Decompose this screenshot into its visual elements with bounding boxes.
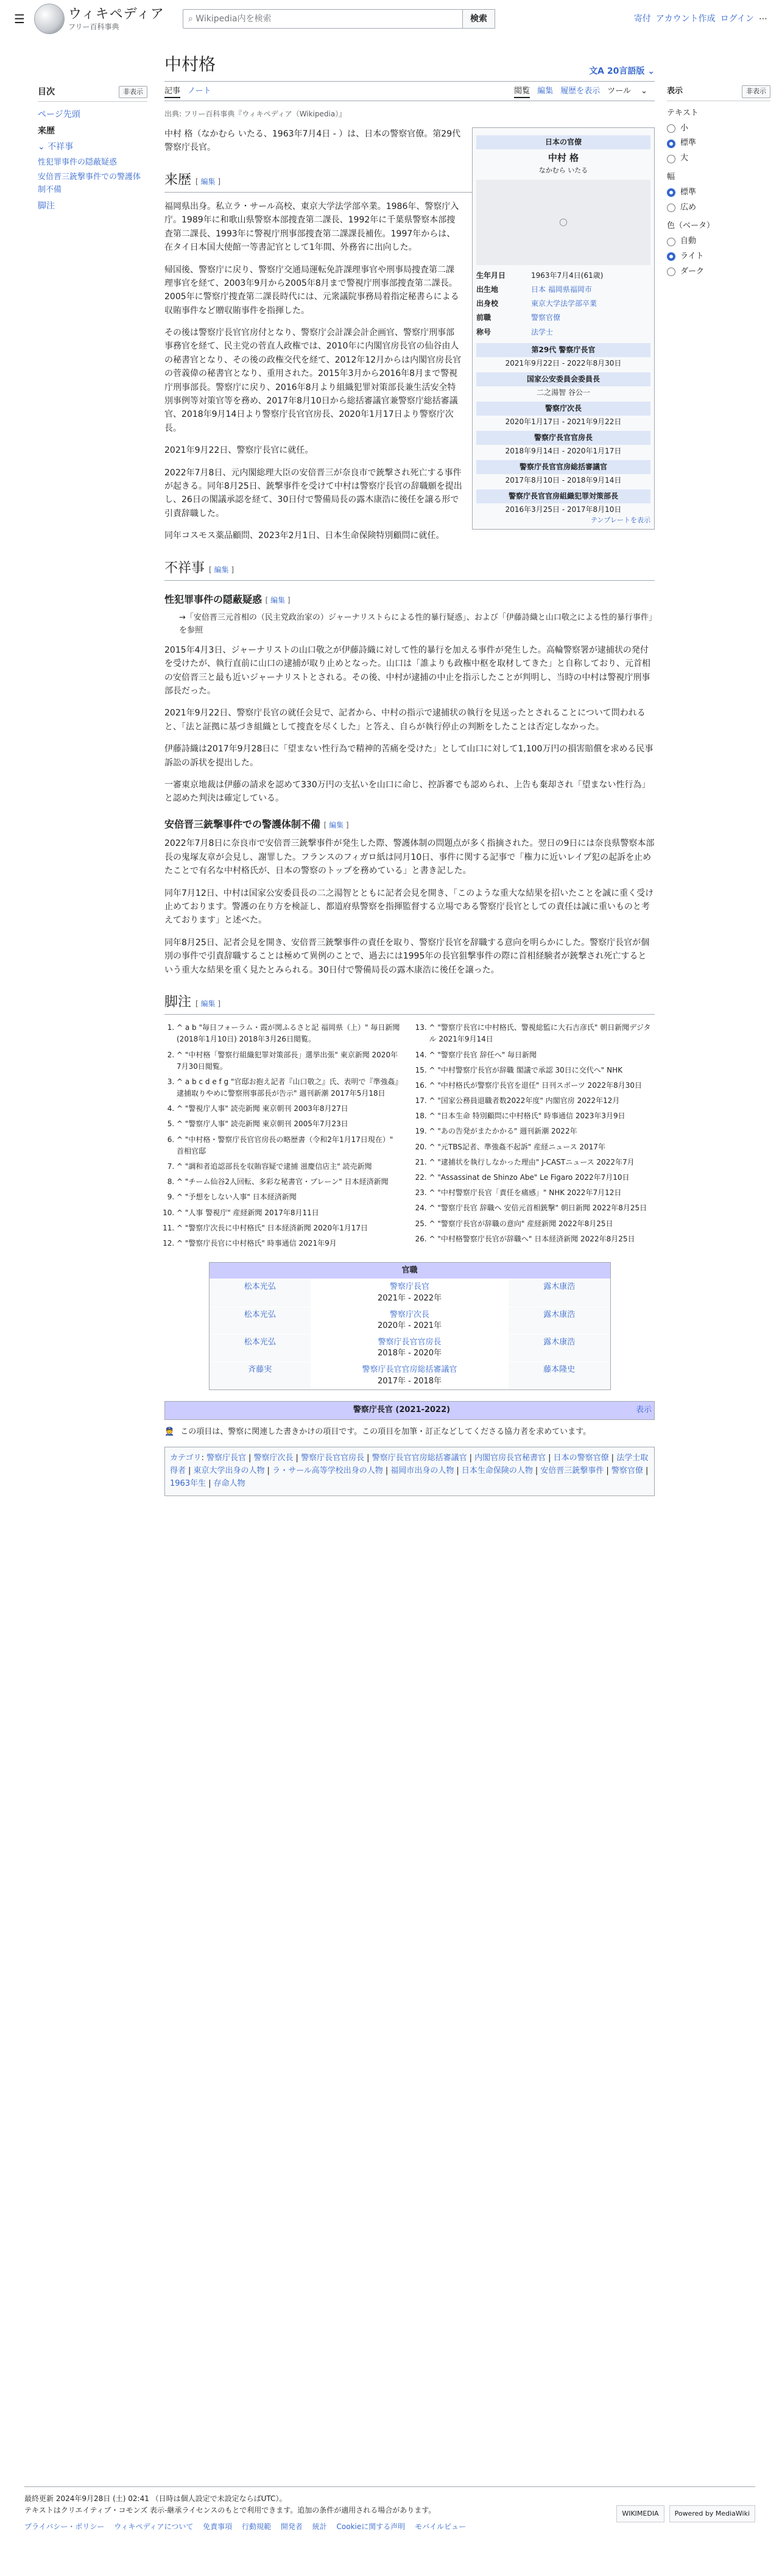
- history-paragraph: 2021年9月22日、警察庁長官に就任。: [164, 445, 314, 456]
- category-link[interactable]: ラ・サール高等学校出身の人物: [272, 1466, 383, 1476]
- page-title: 中村格: [164, 54, 216, 74]
- category-link[interactable]: 1963年生: [170, 1479, 206, 1489]
- search-input[interactable]: ⌕ Wikipedia内を検索: [183, 9, 463, 29]
- footer: [24, 2486, 755, 2533]
- navbox-row: 松本光弘 警察庁次長 2020年 - 2021年 露木康浩: [210, 1307, 610, 1334]
- radio-color-auto[interactable]: 自動: [667, 235, 770, 248]
- last-updated: 最終更新 2024年9月28日 (土) 02:41 （日時は個人設定で未設定ならばUTC）。: [24, 2494, 287, 2503]
- scandal-paragraph: 2021年9月22日、警察庁長官の就任会見で、記者から、中村の指示で逮捕状の執行を見送ったとされることについて問われると、「法と証拠に基づき組織として捜査を尽くした」と答え、自らが執行停止の判断をしたことは否定しなかった。: [164, 708, 646, 732]
- category-link[interactable]: 内閣官房長官秘書官: [474, 1453, 546, 1463]
- infobox-term-dates: 2020年1月17日 - 2021年9月22日: [505, 417, 622, 426]
- more-icon[interactable]: ⋯: [759, 14, 767, 24]
- infobox-row: 出身校 東京大学法学部卒業: [476, 299, 597, 308]
- tab-article[interactable]: 記事: [164, 87, 180, 98]
- site-subtitle: フリー百科事典: [68, 23, 119, 31]
- infobox-header: 日本の官僚: [476, 135, 650, 149]
- template-link[interactable]: テンプレートを表示: [590, 516, 650, 524]
- reference-item[interactable]: 5. ^ "警察庁人事" 読売新聞 東京朝刊 2005年7月23日: [177, 1118, 403, 1130]
- footer-link[interactable]: 行動規範: [242, 2522, 272, 2532]
- toc-item-top[interactable]: ページ先頭: [38, 110, 80, 120]
- reference-item[interactable]: 15. ^ "中村警察庁長官が辞職 閣議で承認 30日に交代へ" NHK: [429, 1065, 655, 1076]
- history-paragraph: その後は警察庁長官官房付となり、警察庁会計課会計企画官、警察庁刑事部事務官を経て、民主党の菅直人政権では、2010年に内閣官房長官の仙谷由人の秘書官となり、その後の政権交代を経て、2012年12月からは内閣官房長官の菅義偉の秘書官となり、重用された。2015年3月から2016年8月まで警視庁刑事部長。警察庁に戻り、2016年8月より組織犯罪対策部長兼生活安全特別事例等対策官等を務め、2017年8月10日から総括審議官兼警察庁総括審議官、2018年9月14日より警察庁長官官房長、2020年1月17日より警察庁次長。: [164, 328, 462, 433]
- infobox-term-office[interactable]: 警察庁長官官房総括審議官: [476, 460, 650, 474]
- references-list: [164, 1022, 655, 1251]
- categories-label[interactable]: カテゴリ: [170, 1453, 202, 1463]
- footer-link[interactable]: プライバシー・ポリシー: [24, 2522, 105, 2532]
- radio-width-wide[interactable]: 広め: [667, 202, 770, 215]
- reference-item[interactable]: 7. ^ "調和者追認部長を収賄容疑で逮捕 滋慶信店主" 読売新聞: [177, 1161, 403, 1173]
- footer-link[interactable]: ウィキペディアについて: [114, 2522, 194, 2532]
- category-link[interactable]: 日本生命保険の人物: [461, 1466, 533, 1476]
- reference-item[interactable]: 8. ^ "チーム仙谷2人回転、多彩な秘書官・ブレーン" 日本経済新聞: [177, 1176, 403, 1188]
- color-label: 色（ベータ）: [667, 221, 715, 231]
- infobox-row: 前職 警察官僚: [476, 313, 561, 322]
- infobox-kana: なかむら いたる: [538, 166, 588, 175]
- category-link[interactable]: 法学士取得者: [170, 1453, 649, 1476]
- navbox-collapsed: 警察庁長官 (2021-2022) 表示: [164, 1401, 655, 1420]
- category-link[interactable]: 警察庁長官官房長: [301, 1453, 365, 1463]
- infobox-term-office[interactable]: 警察庁長官官房組織犯罪対策部長: [476, 489, 650, 503]
- reference-item[interactable]: 26. ^ "中村格警察庁長官が辞職へ" 日本経済新聞 2022年8月25日: [429, 1233, 655, 1245]
- infobox-term-office[interactable]: 第29代 警察庁長官: [476, 343, 650, 357]
- history-paragraph: 福岡県出身。私立ラ・サール高校、東京大学法学部卒業。1986年、警察庁入庁。1989年に和歌山県警察本部捜査第二課長、1992年に千葉県警察本部捜査第二課長、1993年に警視庁刑事部捜査第二課課長補佐。1997年からは、在タイ日本国大使館一等書記官として1年間、外務省に出向した。: [164, 201, 459, 253]
- category-link[interactable]: 警察官僚: [611, 1466, 643, 1476]
- radio-color-light[interactable]: ライト: [667, 250, 770, 263]
- navbox-title: 官職: [210, 1263, 610, 1279]
- category-link[interactable]: 警察庁長官官房総括審議官: [372, 1453, 467, 1463]
- reference-item[interactable]: 18. ^ "日本生命 特別顧問に中村格氏" 時事通信 2023年3月9日: [429, 1110, 655, 1122]
- reference-item[interactable]: 1. ^ a b "毎日フォーラム・霞が関ふるさと記 福岡県（上）" 毎日新聞 (2018年1月10日) 2018年3月26日閲覧。: [177, 1022, 403, 1045]
- main-menu-icon[interactable]: ☰: [14, 12, 25, 26]
- radio-text-standard[interactable]: 標準: [667, 137, 770, 150]
- search-button[interactable]: 検索: [463, 9, 495, 29]
- category-link[interactable]: 安倍晋三銃撃事件: [540, 1466, 604, 1476]
- infobox: [472, 127, 655, 530]
- reference-item[interactable]: 25. ^ "警察庁長官が辞職の意向" 産経新聞 2022年8月25日: [429, 1218, 655, 1230]
- mediawiki-badge[interactable]: Powered by MediaWiki: [669, 2505, 755, 2522]
- history-paragraph: 帰国後、警察庁に戻り、警察庁交通局運転免許課理事官や刑事局捜査第二課理事官を経て、2003年9月から2005年8月まで警視庁刑事部捜査第二課長。2005年に警察庁捜査第二課長時代には、元衆議院事務局着指定秘書らによる収賄事件など贈収賄事件を指揮した。: [164, 264, 459, 316]
- reference-item[interactable]: 9. ^ "予想をしない人事" 日本経済新聞: [177, 1191, 403, 1203]
- navbox: [209, 1262, 611, 1390]
- edit-link[interactable]: 編集: [329, 820, 344, 829]
- infobox-term-dates: 2018年9月14日 - 2020年1月17日: [505, 446, 622, 455]
- radio-text-small[interactable]: 小: [667, 122, 770, 135]
- infobox-term-dates: 2016年3月25日 - 2017年8月10日: [505, 505, 622, 514]
- header: [0, 0, 782, 38]
- toc-title: 目次: [38, 87, 55, 97]
- navbox-row: 斉藤実 警察庁長官官房総括審議官 2017年 - 2018年 藤本隆史: [210, 1361, 610, 1389]
- navbox-row: 松本光弘 警察庁長官 2021年 - 2022年 露木康浩: [210, 1279, 610, 1306]
- portrait-image[interactable]: ◯: [476, 180, 650, 265]
- history-paragraph: 2022年7月8日、元内閣総理大臣の安倍晋三が奈良市で銃撃され死亡する事件が起きる。同年8月25日、銃撃事件を受けて中村は警察庁長官の辞職願を提出し、26日の閣議承認を経て、30日付で警備局長の露木康浩に後任を譲る形で引責辞職した。: [164, 467, 462, 519]
- tab-tools[interactable]: ツール ⌄: [607, 87, 647, 96]
- reference-item[interactable]: 21. ^ "逮捕状を執行しなかった理由" J-CASTニュース 2022年7月: [429, 1157, 655, 1168]
- categories: カテゴリ: 警察庁長官 | 警察庁次長 | 警察庁長官官房長 | 警察庁長官官房総括審議官 | 内閣官房長官秘書官 | 日本の警察官僚 | 法学士取得者 | 東京大学出身の人物 | ラ・サール高等学校出身の人物 | 福岡市出身の人物 | 日本生命保険の人物 | 安倍晋三銃撃事件 | 警察官僚 | 1963年生 | 存命人物: [164, 1447, 655, 1496]
- toc-sidebar: [38, 85, 147, 215]
- toc-item-sexcrime[interactable]: 性犯罪事件の隠蔽疑惑: [38, 157, 118, 167]
- reference-item[interactable]: 16. ^ "中村格氏が警察庁長官を退任" 日刊スポーツ 2022年8月30日: [429, 1080, 655, 1091]
- navbox-row: 松本光弘 警察庁長官官房長 2018年 - 2020年 露木康浩: [210, 1334, 610, 1361]
- edit-link[interactable]: 編集: [200, 999, 216, 1008]
- wikipedia-globe-icon: [34, 4, 65, 34]
- category-link[interactable]: 日本の警察官僚: [553, 1453, 609, 1463]
- category-link[interactable]: 福岡市出身の人物: [390, 1466, 454, 1476]
- reference-item[interactable]: 19. ^ "あの告発がまたかかる" 週刊新潮 2022年: [429, 1126, 655, 1137]
- footer-link[interactable]: 開発者: [280, 2522, 303, 2532]
- appearance-hide-button[interactable]: 非表示: [742, 85, 770, 98]
- scandal-paragraph: 一審東京地裁は伊藤の請求を認めて330万円の支払いを山口に命じ、控訴審でも認められ、上告も棄却され「望まない性行為」と認めた判決は確定している。: [164, 780, 650, 804]
- tab-read[interactable]: 閲覧: [514, 87, 530, 98]
- reference-item[interactable]: 20. ^ "元TBS記者、準強姦不起訴" 産経ニュース 2017年: [429, 1141, 655, 1153]
- donate-link[interactable]: 寄付: [633, 14, 651, 24]
- width-label: 幅: [667, 172, 675, 182]
- infobox-row: 生年月日 1963年7月4日(61歳): [476, 271, 604, 280]
- wikimedia-badge[interactable]: WIKIMEDIA: [616, 2505, 664, 2522]
- radio-color-dark[interactable]: ダーク: [667, 266, 770, 279]
- navbox-show-button[interactable]: 表示: [635, 1405, 652, 1414]
- site-logo[interactable]: [34, 4, 164, 34]
- hatnote: →「安倍晋三元首相の（民主党政治家の）ジャーナリストらによる性的暴行疑惑」、および「伊藤詩織と山口敬之による性的暴行事件」を参照: [179, 613, 653, 636]
- language-button[interactable]: 文A 20言語版 ⌄: [589, 66, 655, 77]
- infobox-term-dates: 2017年8月10日 - 2018年9月14日: [505, 475, 622, 484]
- footer-link[interactable]: 免責事項: [203, 2522, 233, 2532]
- toc-item-refs[interactable]: 脚注: [38, 200, 55, 211]
- search-form: [183, 9, 495, 29]
- edit-link[interactable]: 編集: [200, 177, 216, 186]
- infobox-name: 中村 格: [548, 152, 579, 164]
- section-scandal-heading: 不祥事 [ 編集 ]: [164, 558, 655, 581]
- license-text: テキストはクリエイティブ・コモンズ 表示-継承ライセンスのもとで利用できます。追加の条件が適用される場合があります。: [24, 2506, 436, 2515]
- login-link[interactable]: ログイン: [720, 14, 754, 24]
- appearance-title: 表示: [667, 87, 683, 96]
- reference-item[interactable]: 12. ^ "警察庁長官に中村格氏" 時事通信 2021年9月: [177, 1238, 403, 1249]
- section-history-heading: 来歴 [ 編集 ]: [164, 169, 655, 193]
- reference-item[interactable]: 2. ^ "中村格「警察行組織犯罪対策部長」選挙出張" 東京新聞 2020年7月30日閲覧。: [177, 1049, 403, 1073]
- scandal-paragraph: 2015年4月3日、ジャーナリストの山口敬之が伊藤詩織に対して性的暴行を加える事件が発生した。高輪警察署が逮捕状の発付を受けたが、執行直前に山口の逮捕が取り止めとなった。山口は「誰よりも政権中枢を取材してきた」と自称しており、元首相の安倍晋三と最も近いジャーナリストとされる。その後、中村が逮捕の中止を指示したことが判明し、当時の中村は警視庁刑事部長だった。: [164, 645, 650, 697]
- create-account-link[interactable]: アカウント作成: [655, 14, 716, 24]
- infobox-term-office[interactable]: 警察庁次長: [476, 402, 650, 416]
- edit-link[interactable]: 編集: [270, 595, 286, 605]
- text-size-label: テキスト: [667, 108, 699, 118]
- tab-edit[interactable]: 編集: [537, 87, 554, 96]
- section-refs-heading: 脚注 [ 編集 ]: [164, 992, 655, 1015]
- reference-item[interactable]: 3. ^ a b c d e f g "官邸お抱え記者『山口敬之』氏、表明で『準強姦』逮捕取りやめに警察刑事部長が告示" 週刊新潮 2017年5月18日: [177, 1076, 403, 1099]
- toc-item-abe[interactable]: 安倍晋三銃撃事件での警護体制不備: [38, 172, 141, 195]
- stub-notice: 👮 この項目は、警察に関連した書きかけの項目です。この項目を加筆・訂正などしてくださる協力者を求めています。: [164, 1426, 655, 1439]
- toc-hide-button[interactable]: 非表示: [119, 86, 147, 98]
- infobox-term-dates: 二之湯智 谷公一: [537, 388, 590, 397]
- radio-text-large[interactable]: 大: [667, 152, 770, 165]
- radio-width-standard[interactable]: 標準: [667, 186, 770, 199]
- user-links: [634, 12, 767, 26]
- infobox-row: 出生地 日本 福岡県福岡市: [476, 285, 592, 294]
- intro-paragraph: 中村 格（なかむら いたる、1963年7月4日 - ）は、日本の警察官僚。第29代警察庁長官。: [164, 129, 461, 153]
- reference-item[interactable]: 10. ^ "人事 警視庁" 産経新聞 2017年8月11日: [177, 1207, 403, 1219]
- police-icon: 👮: [164, 1427, 175, 1436]
- search-icon: ⌕: [188, 13, 196, 24]
- reference-item[interactable]: 24. ^ "警察庁長官 辞職へ 安倍元首相銃撃" 朝日新聞 2022年8月25日: [429, 1202, 655, 1214]
- abe-paragraph: 同年8月25日、記者会見を開き、安倍晋三銃撃事件の責任を取り、警察庁長官を辞職する意向を明らかにした。警察庁長官が個別の事件で引責辞職することは極めて異例のことで、過去には1995年の長官狙撃事件の際に首相経験者が銃撃され死亡するという重大な結果を重く見たとみられる。30日付で警備局長の露木康浩に後任を譲った。: [164, 937, 650, 975]
- footer-link[interactable]: Cookieに関する声明: [336, 2522, 406, 2532]
- footer-link[interactable]: 統計: [312, 2522, 327, 2532]
- category-link[interactable]: 存命人物: [213, 1479, 245, 1489]
- toc-item-scandal[interactable]: ⌄ 不祥事: [38, 142, 74, 152]
- footer-link[interactable]: モバイルビュー: [415, 2522, 467, 2532]
- section-sexcrime-heading: 性犯罪事件の隠蔽疑惑 [ 編集 ]: [164, 593, 291, 605]
- translate-icon: 文A: [589, 66, 607, 77]
- reference-item[interactable]: 22. ^ "Assassinat de Shinzo Abe" Le Figaro 2022年7月10日: [429, 1172, 655, 1183]
- infobox-term-dates: 2021年9月22日 - 2022年8月30日: [505, 358, 622, 367]
- category-link[interactable]: 警察庁次長: [253, 1453, 294, 1463]
- tab-talk[interactable]: ノート: [188, 87, 211, 96]
- reference-item[interactable]: 6. ^ "中村格・警察庁長官官房長の略歴書（令和2年1月17日現在）" 首相官邸: [177, 1134, 403, 1157]
- tab-history[interactable]: 履歴を表示: [560, 87, 601, 96]
- toc-item-history[interactable]: 来歴: [38, 126, 55, 136]
- site-title: ウィキペディア: [68, 6, 164, 22]
- reference-item[interactable]: 23. ^ "中村警察庁長官「責任を痛感」" NHK 2022年7月12日: [429, 1187, 655, 1199]
- infobox-term-office[interactable]: 警察庁長官官房長: [476, 431, 650, 445]
- category-link[interactable]: 警察庁長官: [206, 1453, 247, 1463]
- infobox-row: 称号 法学士: [476, 327, 554, 336]
- page-tabs: [164, 82, 655, 101]
- section-abe-heading: 安倍晋三銃撃事件での警護体制不備 [ 編集 ]: [164, 818, 349, 830]
- reference-item[interactable]: 17. ^ "国家公務員退職者数2022年度" 内閣官房 2022年12月: [429, 1095, 655, 1107]
- edit-link[interactable]: 編集: [214, 565, 229, 574]
- category-link[interactable]: 東京大学出身の人物: [193, 1466, 265, 1476]
- appearance-sidebar: [667, 85, 770, 281]
- from-line: 出典: フリー百科事典『ウィキペディア（Wikipedia）』: [164, 109, 347, 118]
- reference-item[interactable]: 13. ^ "警察庁長官に中村格氏、警視総監に大石吉彦氏" 朝日新聞デジタル 2021年9月14日: [429, 1022, 655, 1045]
- history-paragraph: 同年コスモス薬品顧問、2023年2月1日、日本生命保険特別顧問に就任。: [164, 531, 445, 541]
- abe-paragraph: 2022年7月8日に奈良市で安倍晋三銃撃事件が発生した際、警護体制の問題点が多く指摘された。翌日の9日には奈良県警察本部長の鬼塚友章が会見し、謝罪した。フランスのフィガロ紙は同月10日、事件に関する記事で「権力に近いレイプ犯の起訴を止めたことで有名な中村格氏が、日本の警察のトップを務めている」と書き記した。: [164, 839, 655, 876]
- main-content: [164, 51, 655, 1496]
- reference-item[interactable]: 11. ^ "警察庁次長に中村格氏" 日本経済新聞 2020年1月17日: [177, 1222, 403, 1234]
- abe-paragraph: 同年7月12日、中村は国家公安委員長の二之湯智とともに記者会見を開き、「このような重大な結果を招いたことを誠に重く受け止めております。警護の在り方を検証し、都道府県警察を指揮監督する立場である警察庁長官としての責任は誠に重いものと考えております」と述べた。: [164, 888, 654, 926]
- scandal-paragraph: 伊藤詩織は2017年9月28日に「望まない性行為で精神的苦痛を受けた」として山口に対して1,100万円の損害賠償を求める民事訴訟の訴状を提出した。: [164, 744, 653, 768]
- reference-item[interactable]: 14. ^ "警察庁長官 辞任へ" 毎日新聞: [429, 1049, 655, 1061]
- infobox-term-office[interactable]: 国家公安委員会委員長: [476, 372, 650, 386]
- chevron-down-icon[interactable]: ⌄: [38, 142, 48, 152]
- reference-item[interactable]: 4. ^ "警視庁人事" 読売新聞 東京朝刊 2003年8月27日: [177, 1103, 403, 1115]
